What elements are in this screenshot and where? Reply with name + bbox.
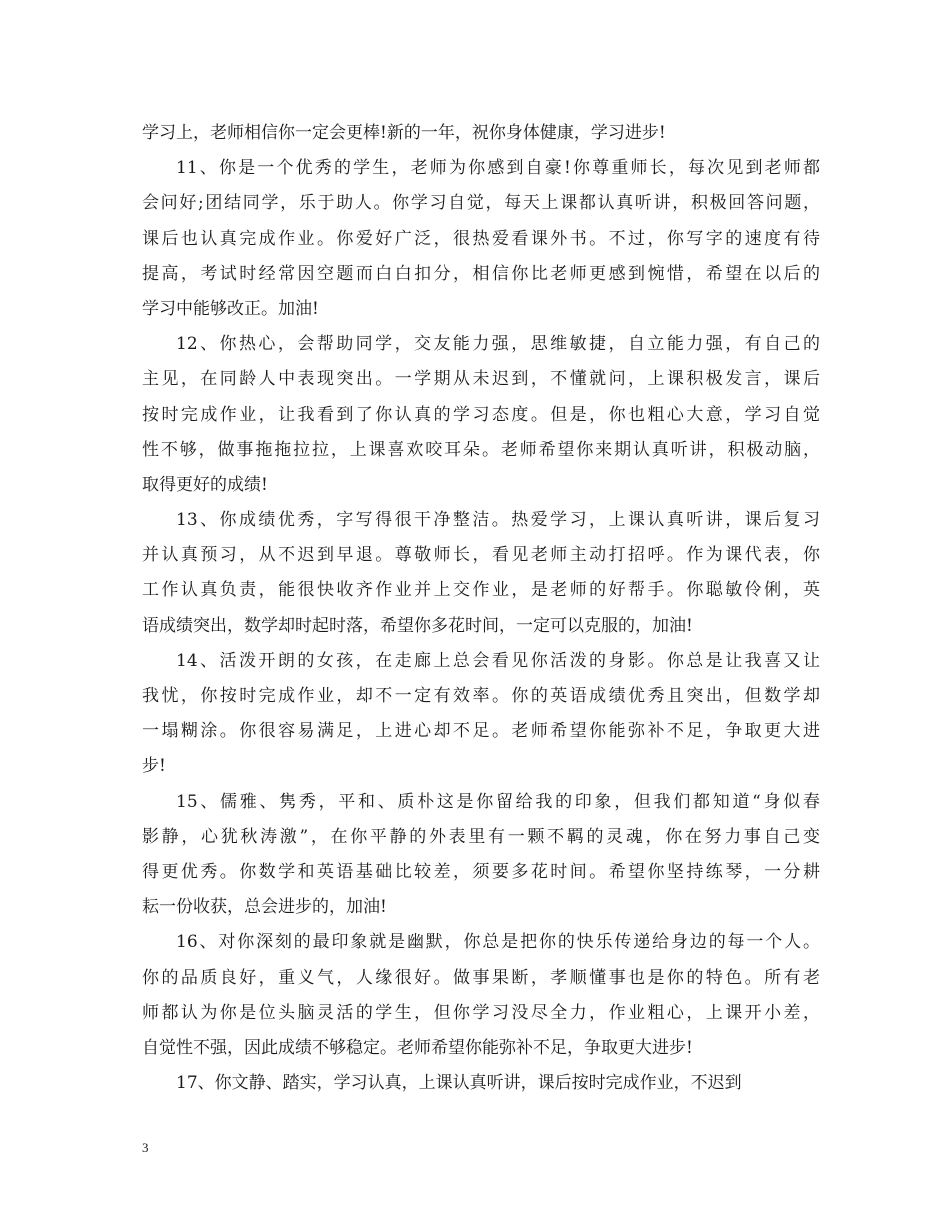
paragraph-line: 17、你文静、踏实，学习认真，上课认真听讲，课后按时完成作业，不迟到 [176, 1073, 742, 1094]
paragraph-line: 11、你是一个优秀的学生，老师为你感到自豪!你尊重师长，每次见到老师都 [176, 158, 820, 179]
paragraph-line: 我忧，你按时完成作业，却不一定有效率。你的英语成绩优秀且突出，但数学却 [142, 686, 820, 706]
paragraph-line: 14、活泼开朗的女孩，在走廊上总会看见你活泼的身影。你总是让我喜又让 [176, 650, 820, 671]
paragraph-line: 课后也认真完成作业。你爱好广泛，很热爱看课外书。不过，你写字的速度有待 [142, 228, 820, 249]
paragraph-line: 15、儒雅、隽秀，平和、质朴这是你留给我的印象，但我们都知道“身似春 [176, 791, 820, 812]
paragraph-line: 耘一份收获，总会进步的，加油! [142, 897, 387, 918]
paragraph-line: 提高，考试时经常因空题而白白扣分，相信你比老师更感到惋惜，希望在以后的 [142, 263, 820, 284]
paragraph-line: 16、对你深刻的最印象就是幽默，你总是把你的快乐传递给身边的每一个人。 [176, 932, 820, 953]
paragraph-line: 取得更好的成绩! [142, 474, 268, 495]
paragraph-line: 师都认为你是位头脑灵活的学生，但你学习没尽全力，作业粗心，上课开小差， [142, 1002, 820, 1023]
paragraph-line: 语成绩突出，数学却时起时落，希望你多花时间，一定可以克服的，加油! [142, 615, 693, 636]
paragraph-line: 12、你热心，会帮助同学，交友能力强，思维敏捷，自立能力强，有自己的 [176, 334, 820, 355]
paragraph-line: 学习中能够改正。加油! [142, 298, 319, 319]
paragraph-line: 影静，心犹秋涛激”，在你平静的外表里有一颗不羁的灵魂，你在努力事自己变 [142, 826, 820, 847]
paragraph-line: 学习上，老师相信你一定会更棒!新的一年，祝你身体健康，学习进步! [142, 123, 666, 143]
paragraph-line: 工作认真负责，能很快收齐作业并上交作业，是老师的好帮手。你聪敏伶俐，英 [142, 580, 820, 601]
paragraph-line: 性不够，做事拖拖拉拉，上课喜欢咬耳朵。老师希望你来期认真听讲，积极动脑， [142, 439, 820, 460]
page-number: 3 [142, 1140, 149, 1155]
paragraph-line: 你的品质良好，重义气，人缘很好。做事果断，孝顺懂事也是你的特色。所有老 [142, 967, 820, 988]
document-body [142, 116, 820, 1101]
paragraph-line: 并认真预习，从不迟到早退。尊敬师长，看见老师主动打招呼。作为课代表，你 [142, 545, 820, 566]
paragraph-line: 得更优秀。你数学和英语基础比较差，须要多花时间。希望你坚持练琴，一分耕 [142, 861, 820, 882]
paragraph-line: 按时完成作业，让我看到了你认真的学习态度。但是，你也粗心大意，学习自觉 [142, 404, 820, 425]
paragraph-line: 13、你成绩优秀，字写得很干净整洁。热爱学习，上课认真听讲，课后复习 [176, 510, 820, 531]
paragraph-line: 步! [142, 756, 166, 777]
paragraph-line: 主见，在同龄人中表现突出。一学期从未迟到，不懂就问，上课积极发言，课后 [142, 369, 820, 390]
paragraph-line: 自觉性不强，因此成绩不够稳定。老师希望你能弥补不足，争取更大进步! [142, 1037, 693, 1058]
paragraph-line: 会问好;团结同学，乐于助人。你学习自觉，每天上课都认真听讲，积极回答问题， [142, 193, 820, 214]
paragraph-line: 一塌糊涂。你很容易满足，上进心却不足。老师希望你能弥补不足，争取更大进 [142, 721, 820, 742]
